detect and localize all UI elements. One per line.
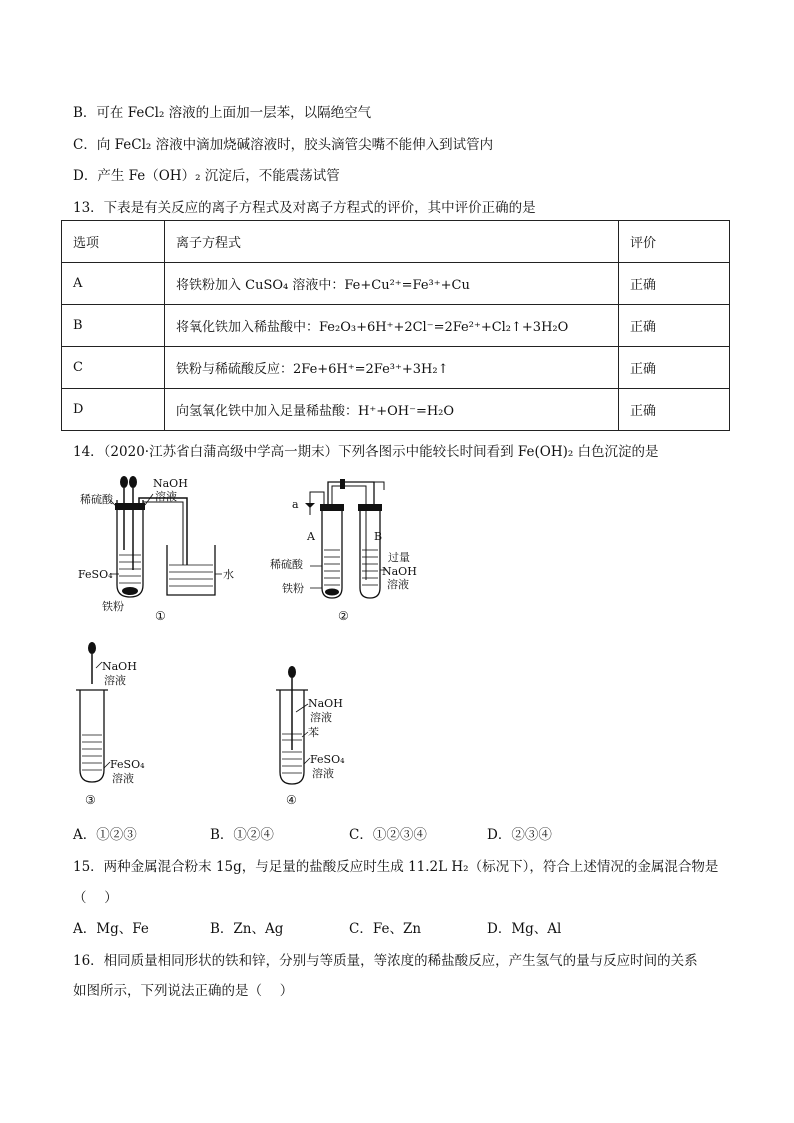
table-row bbox=[62, 263, 730, 305]
q16-stem-line2: 如图所示，下列说法正确的是（ ） bbox=[73, 983, 294, 999]
figure-number: ② bbox=[338, 609, 349, 623]
figure-3-apparatus bbox=[60, 640, 210, 810]
figure-number: ③ bbox=[85, 793, 96, 807]
label-naoh: NaOH bbox=[153, 477, 188, 490]
label-iron-powder: 铁粉 bbox=[102, 600, 124, 613]
figure-1-apparatus bbox=[75, 470, 245, 630]
label-naoh-solution: 溶液 bbox=[155, 490, 177, 503]
dropper-bulb-icon bbox=[288, 666, 296, 678]
label-naoh: NaOH bbox=[102, 660, 137, 673]
q13-stem: 13．下表是有关反应的离子方程式及对离子方程式的评价，其中评价正确的是 bbox=[73, 200, 536, 216]
row-equation: 向氢氧化铁中加入足量稀盐酸：H⁺+OH⁻=H₂O bbox=[165, 389, 619, 431]
test-tube-icon bbox=[117, 500, 143, 597]
label-naoh-solution: 溶液 bbox=[387, 578, 409, 591]
label-naoh: NaOH bbox=[382, 565, 417, 578]
figure-number: ① bbox=[155, 609, 166, 623]
table-row bbox=[62, 347, 730, 389]
q14-stem: 14．（2020·江苏省白蒲高级中学高一期末）下列各图示中能较长时间看到 Fe(OH)₂ 白色沉淀的是 bbox=[73, 444, 659, 460]
label-naoh: NaOH bbox=[308, 697, 343, 710]
option-c: C．①②③④ bbox=[349, 827, 427, 843]
row-option: D bbox=[62, 389, 165, 431]
row-evaluation: 正确 bbox=[619, 389, 730, 431]
test-tube-icon bbox=[80, 690, 104, 782]
label-naoh-solution: 溶液 bbox=[104, 674, 126, 687]
q15-paren: （ ） bbox=[73, 890, 118, 906]
row-evaluation: 正确 bbox=[619, 347, 730, 389]
label-dilute-sulfuric-acid: 稀硫酸 bbox=[80, 493, 113, 506]
beaker-icon bbox=[167, 545, 215, 595]
clamp-icon bbox=[305, 503, 315, 508]
label-excess: 过量 bbox=[388, 551, 410, 564]
label-feso4: FeSO₄ bbox=[78, 568, 113, 581]
q15-options bbox=[73, 917, 561, 937]
option-b: B．Zn、Ag bbox=[210, 921, 284, 937]
q12-option-b: B．可在 FeCl₂ 溶液的上面加一层苯，以隔绝空气 bbox=[73, 105, 372, 121]
q12-option-c: C．向 FeCl₂ 溶液中滴加烧碱溶液时，胶头滴管尖嘴不能伸入到试管内 bbox=[73, 137, 494, 153]
header-evaluation: 评价 bbox=[619, 221, 730, 263]
row-option: A bbox=[62, 263, 165, 305]
row-option: C bbox=[62, 347, 165, 389]
option-a: A．①②③ bbox=[73, 827, 137, 843]
row-equation: 将铁粉加入 CuSO₄ 溶液中：Fe+Cu²⁺=Fe³⁺+Cu bbox=[165, 263, 619, 305]
q15-stem: 15．两种金属混合粉末 15g，与足量的盐酸反应时生成 11.2L H₂（标况下），符合上述情况的金属混合物是 bbox=[73, 859, 719, 875]
row-evaluation: 正确 bbox=[619, 305, 730, 347]
q14-options bbox=[73, 823, 552, 843]
header-option: 选项 bbox=[62, 221, 165, 263]
option-d: D．②③④ bbox=[487, 827, 552, 843]
dropper-bulb-icon bbox=[88, 642, 96, 654]
dropper-bulb-icon bbox=[129, 476, 137, 488]
label-benzene: 苯 bbox=[308, 726, 319, 739]
figure-2-apparatus bbox=[270, 470, 430, 630]
row-equation: 铁粉与稀硫酸反应：2Fe+6H⁺=2Fe³⁺+3H₂↑ bbox=[165, 347, 619, 389]
row-evaluation: 正确 bbox=[619, 263, 730, 305]
label-naoh-solution: 溶液 bbox=[310, 711, 332, 724]
q13-table bbox=[61, 220, 730, 431]
label-dilute-sulfuric-acid: 稀硫酸 bbox=[270, 558, 303, 571]
option-d: D．Mg、Al bbox=[487, 921, 562, 937]
label-iron-powder: 铁粉 bbox=[282, 582, 304, 595]
header-equation: 离子方程式 bbox=[165, 221, 619, 263]
test-tube-a-icon bbox=[322, 505, 342, 598]
label-tube-a: A bbox=[307, 530, 315, 543]
label-feso4-solution: 溶液 bbox=[312, 767, 334, 780]
table-row bbox=[62, 305, 730, 347]
option-a: A．Mg、Fe bbox=[73, 921, 149, 937]
label-feso4-solution: 溶液 bbox=[112, 772, 134, 785]
label-feso4: FeSO₄ bbox=[110, 758, 145, 771]
row-equation: 将氧化铁加入稀盐酸中：Fe₂O₃+6H⁺+2Cl⁻=2Fe²⁺+Cl₂↑+3H₂O bbox=[165, 305, 619, 347]
option-b: B．①②④ bbox=[210, 827, 274, 843]
label-tube-b: B bbox=[374, 530, 383, 543]
table-header-row bbox=[62, 221, 730, 263]
dropper-bulb-icon bbox=[120, 476, 128, 488]
option-c: C．Fe、Zn bbox=[349, 921, 422, 937]
label-clamp-a: a bbox=[292, 498, 299, 511]
row-option: B bbox=[62, 305, 165, 347]
test-tube-b-icon bbox=[360, 505, 383, 598]
table-row bbox=[62, 389, 730, 431]
label-feso4: FeSO₄ bbox=[310, 753, 345, 766]
q16-stem-line1: 16．相同质量相同形状的铁和锌，分别与等质量，等浓度的稀盐酸反应，产生氢气的量与反应时间的关系 bbox=[73, 953, 698, 969]
label-water: 水 bbox=[223, 568, 234, 581]
q12-option-d: D．产生 Fe（OH）₂ 沉淀后，不能震荡试管 bbox=[73, 168, 340, 184]
figure-number: ④ bbox=[286, 793, 297, 807]
figure-4-apparatus bbox=[270, 660, 420, 810]
